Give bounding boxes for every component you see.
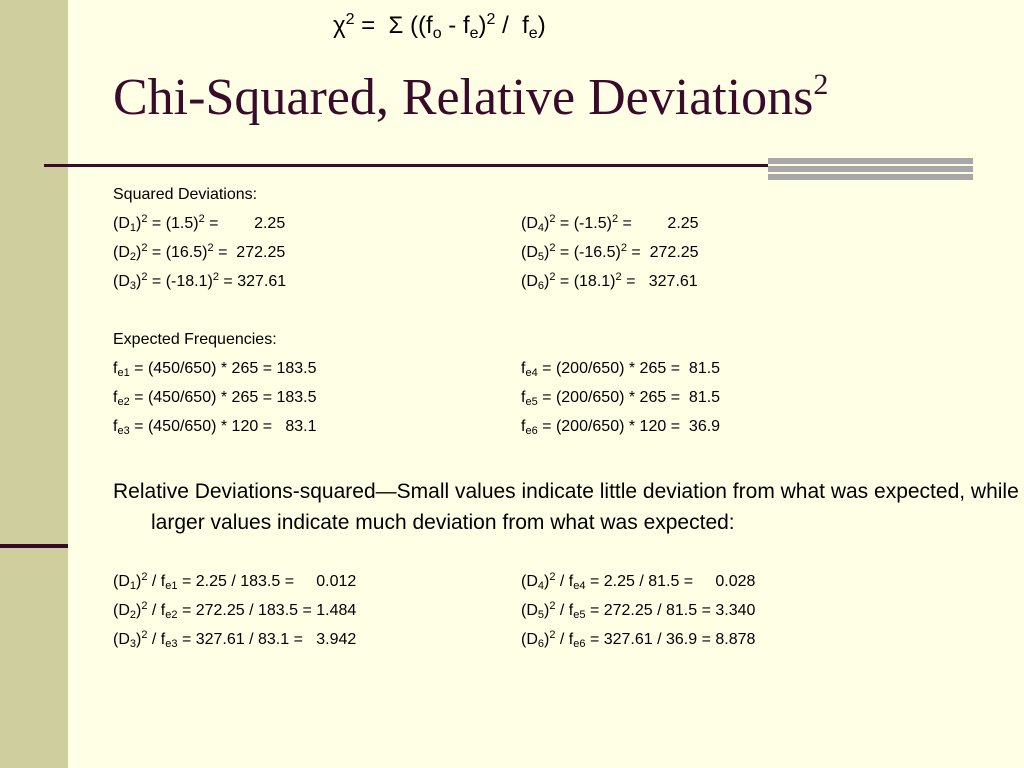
- decorative-bar: [768, 174, 973, 180]
- formula-subscript: e: [528, 25, 538, 42]
- squared-deviation-d4: $(D_4)^2 = (-1.5)^2$ = 2.25: [521, 213, 699, 234]
- title-divider: [44, 164, 768, 167]
- expected-frequency-fe1: $f_{e1} = (450/650) * 265 = 183.5$: [113, 360, 317, 379]
- formula-text: - f: [441, 12, 470, 39]
- formula-text: ): [537, 12, 546, 39]
- expected-frequency-fe6: $f_{e6} = (200/650) * 120 = 36.9$: [521, 418, 721, 437]
- decorative-bar: [768, 158, 973, 164]
- squared-deviation-d1: $(D_1)^2 = (1.5)^2$ = 2.25: [113, 213, 286, 234]
- formula-text: ): [478, 12, 487, 39]
- slide-title-superscript: 2: [813, 68, 829, 101]
- relative-deviation-d2: $(D_2)^2 / f_{e2} = 272.25 / 183.5 = 1.484$: [113, 600, 357, 621]
- slide-title: [113, 68, 828, 127]
- squared-deviation-d3: $(D_3)^2 = (-18.1)^2 = 327.61$: [113, 271, 287, 292]
- squared-deviation-d2: $(D_2)^2 = (16.5)^2 = 272.25$: [113, 242, 286, 263]
- decorative-bars: [768, 158, 973, 180]
- relative-deviation-d6: $(D_6)^2 / f_{e6} = 327.61 / 36.9 = 8.878$: [521, 629, 756, 650]
- relative-deviation-d1: $(D_1)^2 / f_{e1} = 2.25 / 183.5$ = 0.012: [113, 571, 357, 592]
- expected-frequencies-heading: Expected Frequencies:: [113, 331, 277, 348]
- relative-deviations-paragraph: Relative Deviations-squared—Small values indicate little deviation from what was expected, while larger values indicate much deviation from what was expected:: [113, 480, 1019, 534]
- formula-exponent: 2: [486, 11, 496, 28]
- sigma-symbol: Σ: [388, 12, 404, 39]
- squared-deviation-d6: $(D_6)^2 = (18.1)^2 = 327.61$: [521, 271, 698, 292]
- formula-text: / f: [495, 12, 529, 39]
- formula-text: =: [354, 12, 389, 39]
- slide-title-text: Chi-Squared, Relative Deviations: [113, 69, 814, 126]
- formula-subscript: e: [469, 25, 479, 42]
- chi-symbol: χ: [333, 12, 346, 39]
- expected-frequency-fe5: $f_{e5} = (200/650) * 265 = 81.5$: [521, 389, 721, 408]
- expected-frequency-fe3: $f_{e3} = (450/650) * 120 = 83.1$: [113, 418, 317, 437]
- decorative-bar: [768, 166, 973, 172]
- expected-frequency-fe2: $f_{e2} = (450/650) * 265 = 183.5$: [113, 389, 317, 408]
- relative-deviation-d4: $(D_4)^2 / f_{e4} = 2.25 / 81.5$ = 0.028: [521, 571, 756, 592]
- chi-squared-formula: [333, 12, 546, 40]
- sidebar-divider: [0, 544, 68, 548]
- formula-exponent: 2: [345, 11, 355, 28]
- squared-deviations-heading: Squared Deviations:: [113, 186, 258, 203]
- relative-deviation-d3: $(D_3)^2 / f_{e3} = 327.61 / 83.1 = 3.942$: [113, 629, 357, 650]
- expected-frequency-fe4: $f_{e4} = (200/650) * 265 = 81.5$: [521, 360, 721, 379]
- sidebar-band: [0, 0, 68, 768]
- formula-subscript: o: [432, 25, 442, 42]
- relative-deviation-d5: $(D_5)^2 / f_{e5} = 272.25 / 81.5 = 3.340$: [521, 600, 756, 621]
- squared-deviation-d5: $(D_5)^2 = (-16.5)^2 = 272.25$: [521, 242, 699, 263]
- formula-text: ((f: [403, 12, 433, 39]
